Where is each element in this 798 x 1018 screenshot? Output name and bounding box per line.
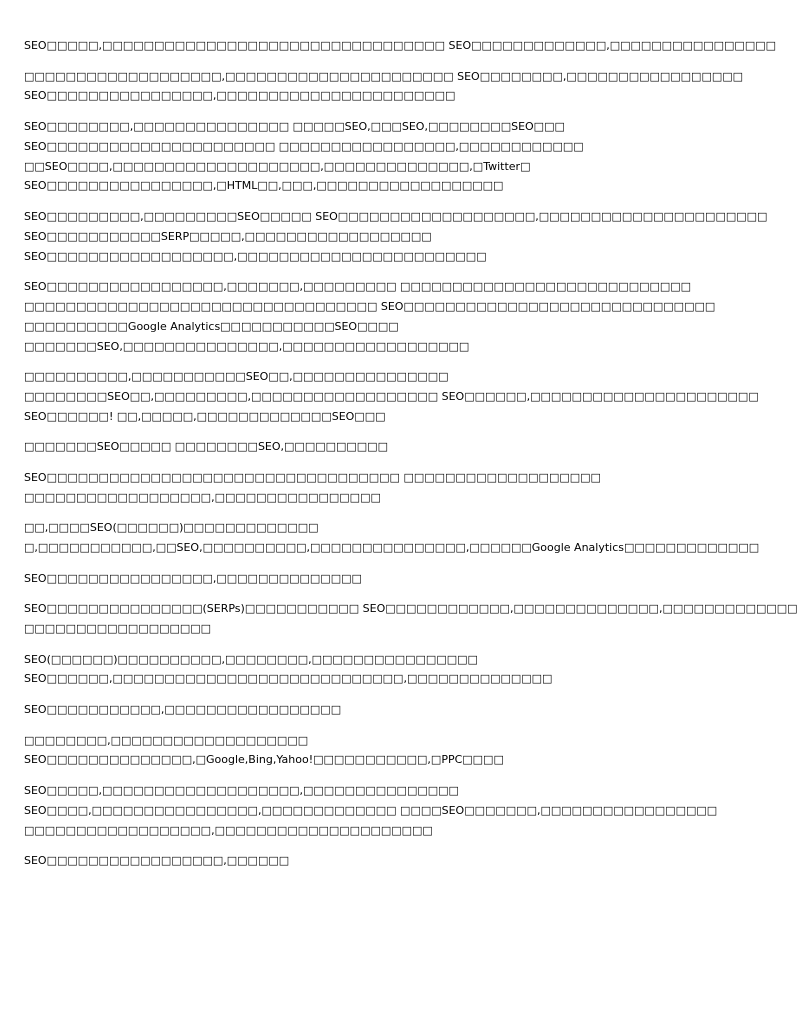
text-line: SEO□□□□□□□□□□□□□□□□□□,□□□□□□□□□□□□□□□□□□□□□□□□	[24, 249, 487, 263]
text-line: SEO□□□□,□□□□□□□□□□□□□□□□,□□□□□□□□□□□□□ □□□□SEO□□□□□□□,□□□□□□□□□□□□□□□□□	[24, 803, 718, 817]
text-line: SEO□□□□□□□□,□□□□□□□□□□□□□□□ □□□□□SEO,□□□SEO,□□□□□□□□SEO□□□	[24, 119, 565, 133]
text-line: SEO□□□□□□□□□,□□□□□□□□□SEO□□□□□ SEO□□□□□□□□□□□□□□□□□□□,□□□□□□□□□□□□□□□□□□□□□□	[24, 209, 768, 223]
text-line: SEO□□□□□□□□□□□□□□□□□□□□□□ □□□□□□□□□□□□□□□□□,□□□□□□□□□□□□	[24, 139, 584, 153]
paragraph	[24, 437, 704, 457]
text-line: □□□□□□□□□□□□□□□□□□□□□□□□□□□□□□□□□□ SEO□□□□□□□□□□□□□□□□□□□□□□□□□□□□□□	[24, 299, 716, 313]
text-line: □□SEO□□□□,□□□□□□□□□□□□□□□□□□□□,□□□□□□□□□□□□□□,□Twitter□	[24, 159, 531, 173]
paragraph	[24, 518, 760, 558]
text-line: SEO□□□□□□□□□□□□□□,□Google,Bing,Yahoo!□□□□□□□□□□□,□PPC□□□□	[24, 753, 504, 767]
paragraph	[24, 700, 704, 720]
paragraph	[24, 207, 768, 266]
text-line: SEO(□□□□□□)□□□□□□□□□□,□□□□□□□□,□□□□□□□□□□□□□□□□	[24, 652, 478, 666]
paragraph	[24, 468, 704, 508]
text-line: SEO□□□□□,□□□□□□□□□□□□□□□□□□□□□□□□□□□□□□□□□ SEO□□□□□□□□□□□□□,□□□□□□□□□□□□□□□□	[24, 39, 777, 52]
text-line: □□□□□□□□□□□□□□□□□□□,□□□□□□□□□□□□□□□□□□□□□□ SEO□□□□□□□□,□□□□□□□□□□□□□□□□□	[24, 69, 744, 83]
text-line: SEO□□□□□□□□□□□□□□□(SERPs)□□□□□□□□□□□ SEO□□□□□□□□□□□□,□□□□□□□□□□□□□□,□□□□□□□□□□□□□	[24, 602, 798, 616]
text-line: SEO□□□□□□□□□□□□□□□□□□□□□□□□□□□□□□□□□□ □□□□□□□□□□□□□□□□□□□	[24, 470, 601, 484]
text-line: SEO□□□□□□□□□□□□□□□□,□HTML□□,□□□,□□□□□□□□□□□□□□□□□□	[24, 179, 504, 193]
text-line: SEO□□□□□□□□□□□□□□□□□,□□□□□□	[24, 854, 290, 868]
text-line: SEO□□□□□□□□□□□,□□□□□□□□□□□□□□□□□	[24, 703, 342, 717]
paragraph	[24, 650, 704, 690]
text-line: □□□□□□□□□□□□□□□□□□,□□□□□□□□□□□□□□□□□□□□□	[24, 823, 433, 837]
text-line: □□□□□□□□□□□□□□□□□□	[24, 622, 212, 636]
text-line: SEO□□□□□□□□□□□□□□□□,□□□□□□□□□□□□□□□□□□□□□□□	[24, 89, 456, 103]
text-line: □□□□□□□□,□□□□□□□□□□□□□□□□□□□	[24, 733, 309, 747]
text-line: □,□□□□□□□□□□□,□□SEO,□□□□□□□□□□,□□□□□□□□□□□□□□□,□□□□□□Google Analytics□□□□□□□□□□□□□	[24, 541, 760, 555]
paragraph	[24, 36, 777, 56]
text-line: □□,□□□□SEO(□□□□□□)□□□□□□□□□□□□□	[24, 521, 319, 535]
text-line: □□□□□□□□□□,□□□□□□□□□□□SEO□□,□□□□□□□□□□□□□□□	[24, 370, 449, 384]
paragraph	[24, 367, 759, 426]
paragraph	[24, 67, 744, 107]
text-line: □□□□□□□□SEO□□,□□□□□□□□□,□□□□□□□□□□□□□□□□□□ SEO□□□□□□,□□□□□□□□□□□□□□□□□□□□□□	[24, 389, 759, 403]
paragraph	[24, 731, 704, 771]
paragraph	[24, 851, 704, 871]
text-line: SEO□□□□□□□□□□□SERP□□□□□,□□□□□□□□□□□□□□□□□□	[24, 229, 432, 243]
text-line: SEO□□□□□□,□□□□□□□□□□□□□□□□□□□□□□□□□□□□,□□□□□□□□□□□□□□	[24, 672, 553, 686]
text-line: SEO□□□□□□! □□,□□□□□,□□□□□□□□□□□□□SEO□□□	[24, 409, 386, 423]
text-line: □□□□□□□SEO,□□□□□□□□□□□□□□□,□□□□□□□□□□□□□□□□□□	[24, 339, 470, 353]
text-line: SEO□□□□□□□□□□□□□□□□□,□□□□□□□,□□□□□□□□□ □□□□□□□□□□□□□□□□□□□□□□□□□□□□	[24, 280, 692, 294]
text-line: □□□□□□□SEO□□□□□ □□□□□□□□SEO,□□□□□□□□□□	[24, 440, 388, 454]
document-body	[24, 36, 798, 882]
text-line: SEO□□□□□□□□□□□□□□□□,□□□□□□□□□□□□□□	[24, 571, 362, 585]
paragraph	[24, 599, 798, 639]
paragraph	[24, 569, 704, 589]
text-line: □□□□□□□□□□Google Analytics□□□□□□□□□□□SEO□□□□	[24, 319, 399, 333]
text-line: □□□□□□□□□□□□□□□□□□,□□□□□□□□□□□□□□□□	[24, 490, 381, 504]
paragraph	[24, 117, 704, 196]
paragraph	[24, 781, 718, 840]
text-line: SEO□□□□□,□□□□□□□□□□□□□□□□□□□,□□□□□□□□□□□□□□□	[24, 784, 459, 798]
paragraph	[24, 277, 716, 356]
